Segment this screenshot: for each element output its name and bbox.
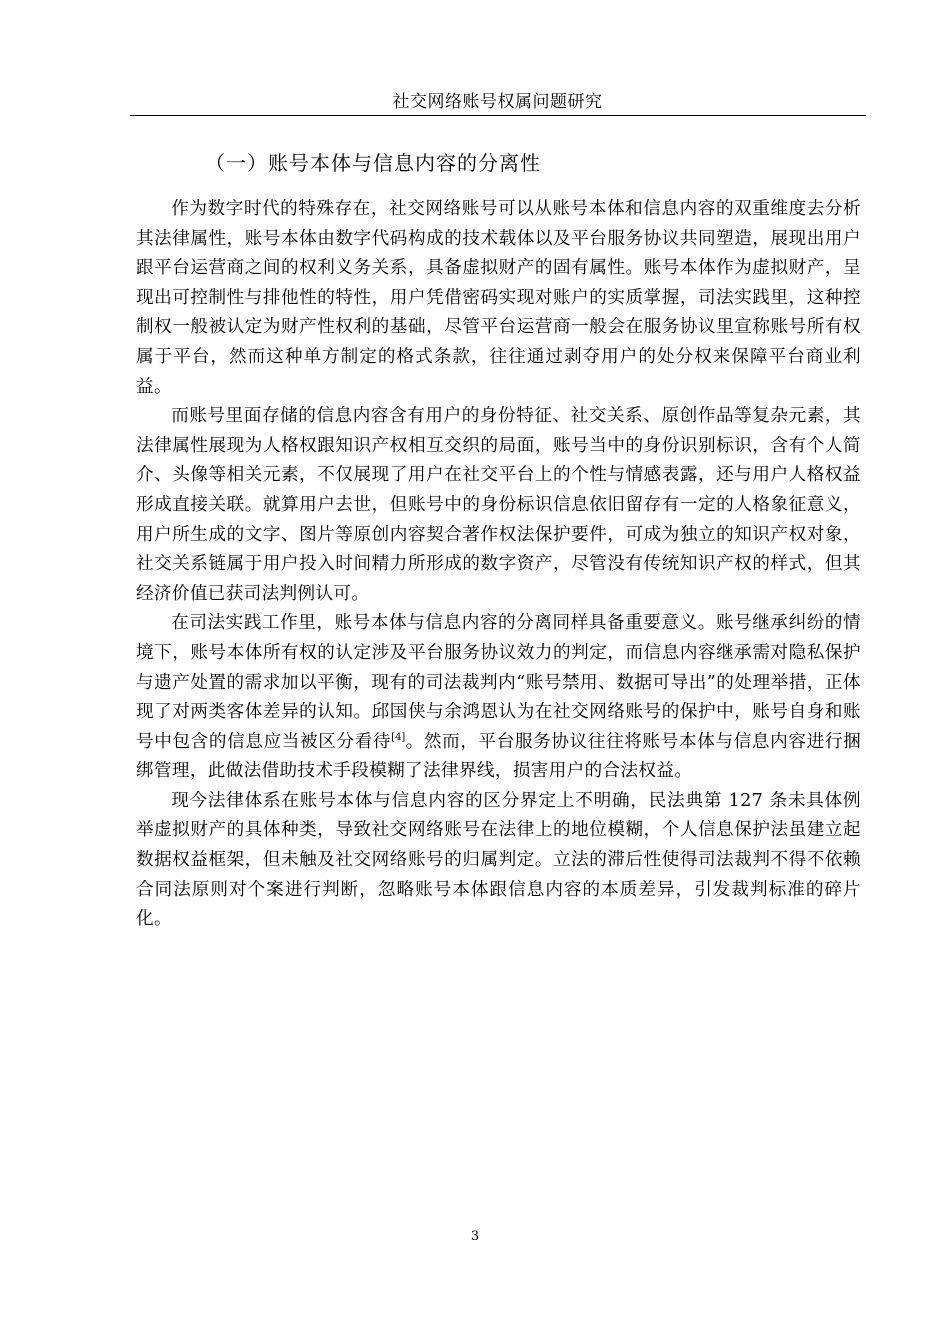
running-header-title: 社交网络账号权属问题研究 xyxy=(392,92,603,112)
paragraph-2: 而账号里面存储的信息内容含有用户的身份特征、社交关系、原创作品等复杂元素，其法律属性展现为人格权跟知识产权相互交织的局面，账号当中的身份识别标识，含有个人简介、头像等相关元素，不仅展现了用户在社交平台上的个性与情感表露，还与用户人格权益形成直接关联。就算用户去世，但账号中的身份标识信息依旧留存有一定的人格象征意义，用户所生成的文字、图片等原创内容契合著作权法保护要件，可成为独立的知识产权对象，社交关系链属于用户投入时间精力所形成的数字资产，尽管没有传统知识产权的样式，但其经济价值已获司法判例认可。 xyxy=(136,406,861,604)
header-divider xyxy=(130,115,866,116)
citation-marker: [4] xyxy=(391,731,406,743)
paragraph-4: 现今法律体系在账号本体与信息内容的区分界定上不明确，民法典第 127 条未具体例举虚拟财产的具体种类，导致社交网络账号在法律上的地位模糊，个人信息保护法虽建立起数据权益框架，但未触及社交网络账号的归属判定。立法的滞后性使得司法裁判不得不依赖合同法原则对个案进行判断，忽略账号本体跟信息内容的本质差异，引发裁判标准的碎片化。 xyxy=(136,790,861,930)
paragraph-1: 作为数字时代的特殊存在，社交网络账号可以从账号本体和信息内容的双重维度去分析其法律属性，账号本体由数字代码构成的技术载体以及平台服务协议共同塑造，展现出用户跟平台运营商之间的权利义务关系，具备虚拟财产的固有属性。账号本体作为虚拟财产，呈现出可控制性与排他性的特性，用户凭借密码实现对账户的实质掌握，司法实践里，这种控制权一般被认定为财产性权利的基础，尽管平台运营商一般会在服务协议里宣称账号所有权属于平台，然而这种单方制定的格式条款，往往通过剥夺用户的处分权来保障平台商业利益。 xyxy=(136,199,861,397)
paragraph-3-text-before: 在司法实践工作里，账号本体与信息内容的分离同样具备重要意义。账号继承纠纷的情境下，账号本体所有权的认定涉及平台服务协议效力的判定，而信息内容继承需对隐私保护与遗产处置的需求加以平衡，现有的司法裁判内“账号禁用、数据可导出”的处理举措，正体现了对两类客体差异的认知。邱国侠与余鸿恩认为在社交网络账号的保护中，账号自身和账号中包含的信息应当被区分看待 xyxy=(136,613,861,752)
body-text xyxy=(136,195,861,935)
page-number: 3 xyxy=(470,1229,480,1244)
section-heading: （一）账号本体与信息内容的分离性 xyxy=(205,151,541,175)
paragraph-3 xyxy=(136,609,861,787)
paragraph-3-text-after: 。然而，平台服务协议往往将账号本体与信息内容进行捆绑管理，此做法借助技术手段模糊了法律界线，损害用户的合法权益。 xyxy=(136,731,861,782)
